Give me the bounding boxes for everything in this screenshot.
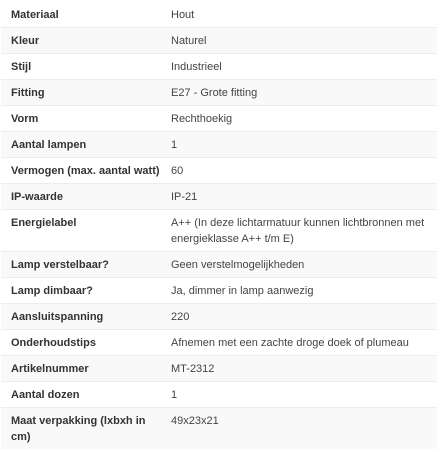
spec-label: Lamp verstelbaar?	[1, 252, 171, 278]
spec-table-body	[1, 2, 437, 449]
spec-label: Maat verpakking (lxbxh in cm)	[1, 408, 171, 450]
spec-row	[1, 278, 437, 304]
spec-row	[1, 158, 437, 184]
spec-value: E27 - Grote fitting	[171, 80, 437, 106]
spec-label: Artikelnummer	[1, 356, 171, 382]
spec-value: 220	[171, 304, 437, 330]
spec-row	[1, 252, 437, 278]
spec-row	[1, 408, 437, 450]
spec-value: 1	[171, 132, 437, 158]
spec-row	[1, 28, 437, 54]
spec-row	[1, 382, 437, 408]
spec-row	[1, 2, 437, 28]
spec-row	[1, 54, 437, 80]
spec-value: Geen verstelmogelijkheden	[171, 252, 437, 278]
spec-value: Industrieel	[171, 54, 437, 80]
spec-value: Rechthoekig	[171, 106, 437, 132]
spec-row	[1, 184, 437, 210]
spec-row	[1, 304, 437, 330]
spec-label: Onderhoudstips	[1, 330, 171, 356]
spec-label: Vermogen (max. aantal watt)	[1, 158, 171, 184]
spec-row	[1, 80, 437, 106]
spec-value: Afnemen met een zachte droge doek of plumeau	[171, 330, 437, 356]
spec-label: Vorm	[1, 106, 171, 132]
spec-value: MT-2312	[171, 356, 437, 382]
spec-value: IP-21	[171, 184, 437, 210]
spec-value: Hout	[171, 2, 437, 28]
spec-label: IP-waarde	[1, 184, 171, 210]
spec-value: 60	[171, 158, 437, 184]
spec-row	[1, 132, 437, 158]
product-specifications-table	[1, 2, 437, 449]
spec-value: Ja, dimmer in lamp aanwezig	[171, 278, 437, 304]
spec-value: A++ (In deze lichtarmatuur kunnen lichtbronnen met energieklasse A++ t/m E)	[171, 210, 437, 252]
spec-label: Energielabel	[1, 210, 171, 252]
spec-value: 1	[171, 382, 437, 408]
spec-label: Aantal lampen	[1, 132, 171, 158]
spec-row	[1, 356, 437, 382]
spec-label: Fitting	[1, 80, 171, 106]
spec-label: Aantal dozen	[1, 382, 171, 408]
spec-label: Kleur	[1, 28, 171, 54]
spec-row	[1, 106, 437, 132]
spec-row	[1, 330, 437, 356]
spec-value: Naturel	[171, 28, 437, 54]
spec-label: Lamp dimbaar?	[1, 278, 171, 304]
spec-value: 49x23x21	[171, 408, 437, 450]
spec-label: Materiaal	[1, 2, 171, 28]
spec-label: Stijl	[1, 54, 171, 80]
spec-label: Aansluitspanning	[1, 304, 171, 330]
spec-row	[1, 210, 437, 252]
